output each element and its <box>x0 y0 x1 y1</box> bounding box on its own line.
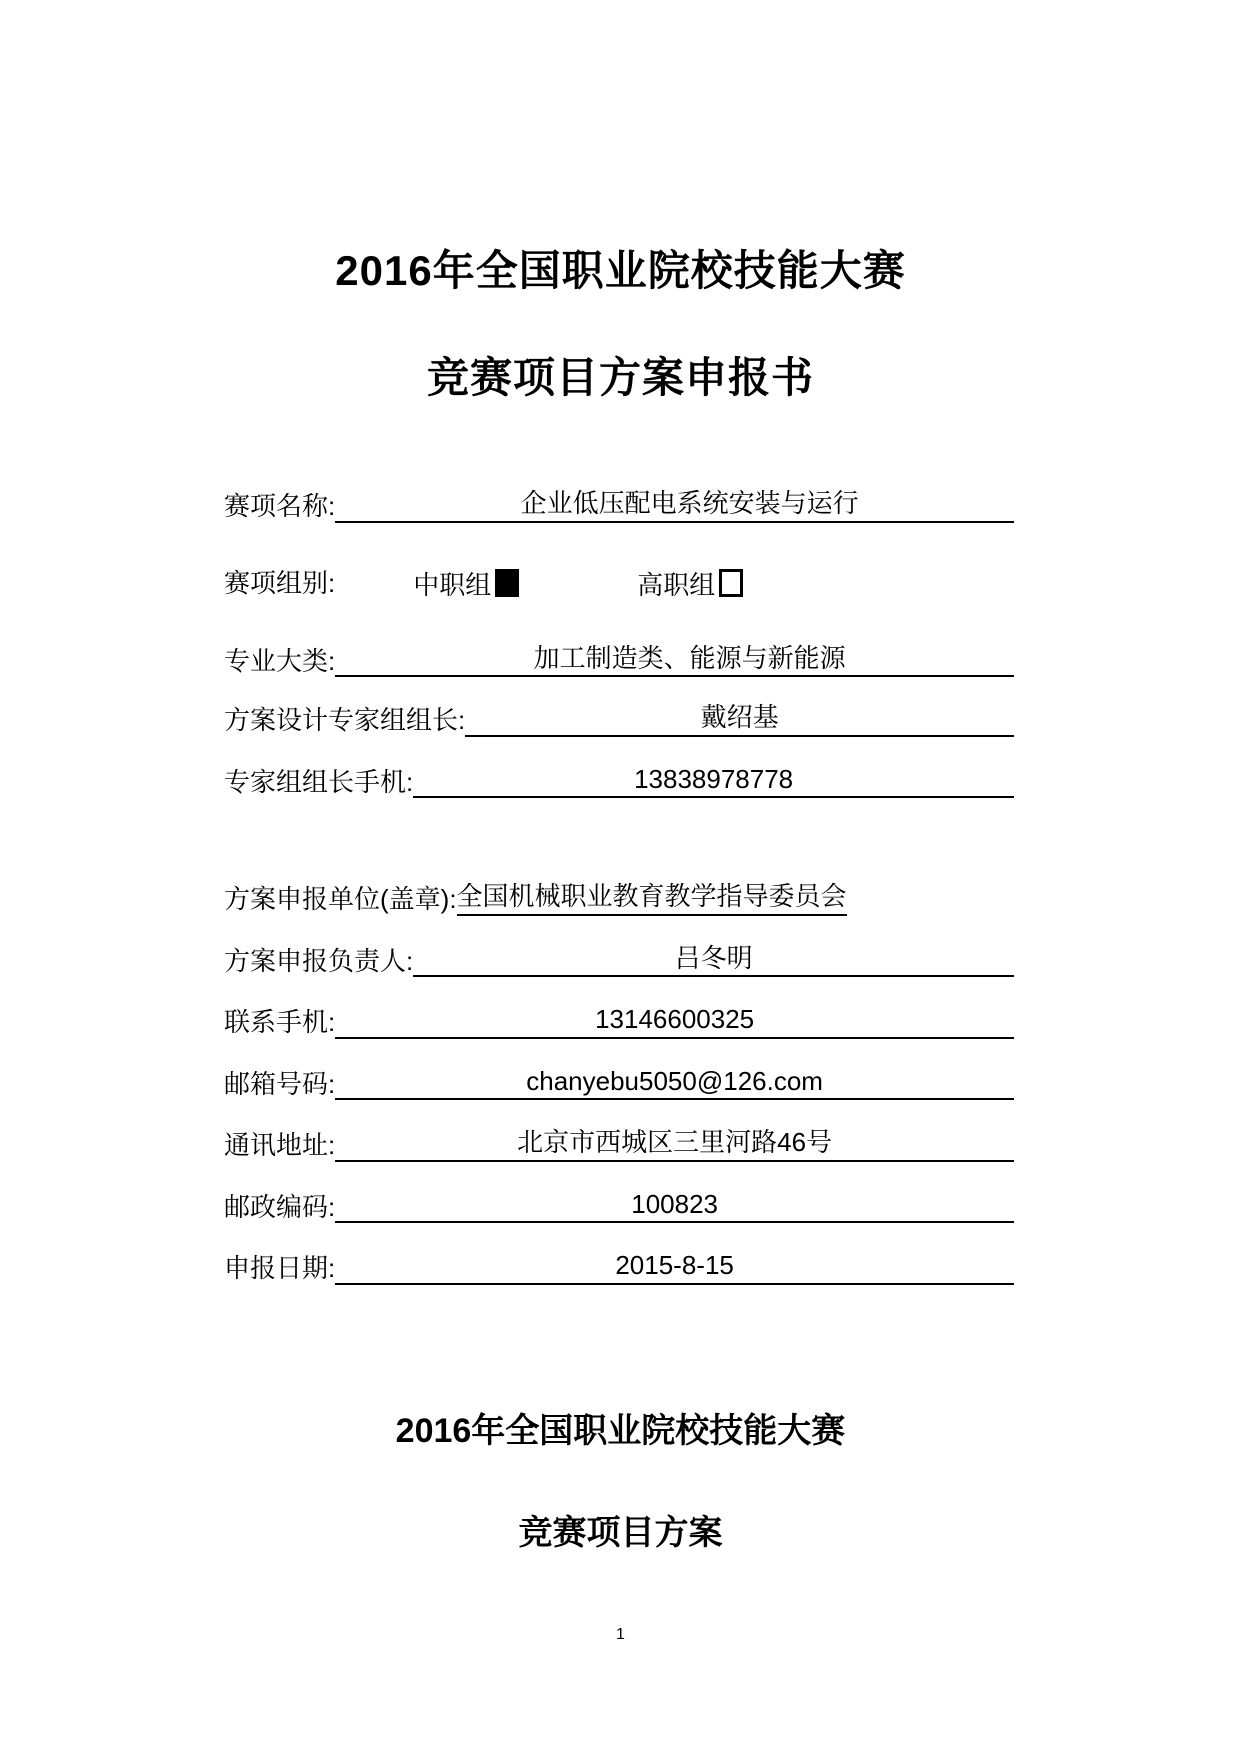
field-email <box>224 1065 1014 1101</box>
field-expert-leader-label: 方案设计专家组组长: <box>224 705 466 735</box>
application-form <box>224 487 1014 1285</box>
field-contact-phone <box>224 1003 1014 1039</box>
field-expert-leader-phone-label: 专家组组长手机: <box>224 766 414 797</box>
field-project-name <box>224 487 1014 523</box>
field-project-group <box>224 565 1014 602</box>
checkbox-unchecked-icon[interactable] <box>719 569 743 597</box>
field-apply-date <box>224 1249 1014 1285</box>
footer-heading-line-1: 2016年全国职业院校技能大赛 <box>395 1412 846 1450</box>
option-higher-vocational-label: 高职组 <box>637 569 716 600</box>
field-postal-code-label: 邮政编码: <box>224 1191 336 1222</box>
field-address-value[interactable]: 北京市西城区三里河路46号 <box>335 1126 1014 1162</box>
field-apply-date-value[interactable]: 2015-8-15 <box>335 1249 1014 1285</box>
field-contact-phone-label: 联系手机: <box>224 1007 336 1037</box>
document-title-line-2: 竞赛项目方案申报书 <box>426 354 814 401</box>
field-address <box>224 1126 1014 1162</box>
field-project-group-label: 赛项组别: <box>224 567 336 598</box>
field-applicant-unit-value[interactable]: 全国机械职业教育教学指导委员会 <box>457 880 847 916</box>
field-applicant-unit <box>224 880 1014 916</box>
field-major-category-label: 专业大类: <box>224 645 336 676</box>
field-applicant-owner-label: 方案申报负责人: <box>224 945 414 976</box>
field-email-label: 邮箱号码: <box>224 1068 336 1099</box>
option-secondary-vocational-label: 中职组 <box>413 569 492 600</box>
field-contact-phone-value[interactable]: 13146600325 <box>335 1003 1014 1039</box>
field-major-category <box>224 642 1014 678</box>
field-applicant-owner <box>224 942 1014 978</box>
field-email-value[interactable]: chanyebu5050@126.com <box>335 1065 1014 1101</box>
field-expert-leader-phone-value[interactable]: 13838978778 <box>413 763 1014 799</box>
field-project-name-label: 赛项名称: <box>224 491 336 521</box>
field-postal-code <box>224 1188 1014 1224</box>
option-higher-vocational[interactable] <box>637 565 743 602</box>
field-applicant-unit-label: 方案申报单位(盖章): <box>224 884 457 914</box>
field-expert-leader-value[interactable]: 戴绍基 <box>465 701 1014 737</box>
field-project-name-value[interactable]: 企业低压配电系统安装与运行 <box>335 487 1014 523</box>
checkbox-checked-icon[interactable] <box>495 569 519 597</box>
option-secondary-vocational[interactable] <box>413 565 519 602</box>
document-title-line-1: 2016年全国职业院校技能大赛 <box>335 247 906 294</box>
footer-heading-line-2: 竞赛项目方案 <box>518 1514 723 1552</box>
field-apply-date-label: 申报日期: <box>224 1253 336 1283</box>
field-address-label: 通讯地址: <box>224 1130 336 1160</box>
field-applicant-owner-value[interactable]: 吕冬明 <box>413 942 1014 978</box>
field-expert-leader-phone <box>224 763 1014 799</box>
field-postal-code-value[interactable]: 100823 <box>335 1188 1014 1224</box>
page-number: 1 <box>616 1626 625 1643</box>
field-major-category-value[interactable]: 加工制造类、能源与新能源 <box>335 642 1014 678</box>
field-expert-leader <box>224 701 1014 737</box>
